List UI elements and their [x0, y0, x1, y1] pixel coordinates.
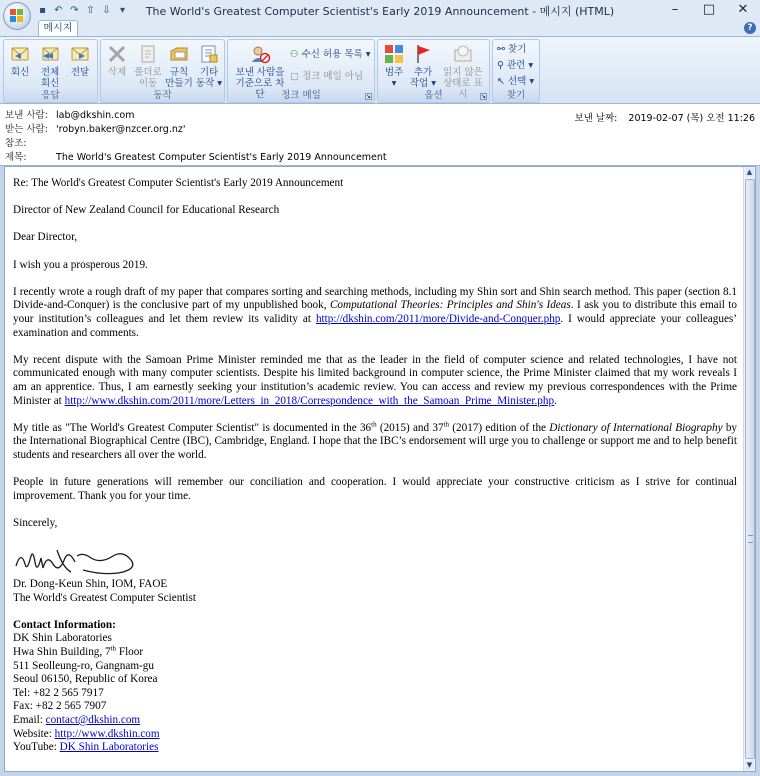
- scroll-up-icon[interactable]: ▲: [746, 168, 753, 176]
- salutation: Dear Director,: [13, 231, 78, 244]
- group-options: [377, 39, 490, 103]
- youtube-link[interactable]: DK Shin Laboratories: [59, 741, 159, 754]
- website-link[interactable]: http://www.dkshin.com: [54, 727, 160, 740]
- save-icon[interactable]: ▪: [39, 4, 46, 16]
- block-sender-button[interactable]: 보낸 사람을 기준으로 차단: [231, 43, 289, 100]
- not-junk-button[interactable]: ▢ 정크 메일 아님: [290, 71, 364, 82]
- forward-icon: [69, 43, 91, 65]
- safe-list-icon: ⚇: [290, 49, 299, 60]
- forward-button[interactable]: 전달: [66, 43, 94, 78]
- cc-label: 참조:: [5, 138, 27, 149]
- correspondence-link[interactable]: http://www.dkshin.com/2011/more/Letters_in_2018/Correspondence_with_the_Samoan_Prime_Minister.php: [64, 394, 555, 407]
- address-line-2: 511 Seolleung-ro, Gangnam-gu: [13, 659, 154, 672]
- email-link[interactable]: contact@dkshin.com: [45, 713, 141, 726]
- select-cursor-icon: ↖: [497, 76, 505, 87]
- wish-line: I wish you a prosperous 2019.: [13, 258, 148, 271]
- undo-icon[interactable]: ↶: [54, 4, 63, 16]
- to-row: [5, 123, 185, 136]
- red-flag-icon: [412, 43, 434, 65]
- delete-button[interactable]: 삭제: [104, 43, 130, 78]
- group-actions: [100, 39, 225, 103]
- reply-icon: [9, 43, 31, 65]
- message-body-frame[interactable]: [4, 166, 756, 772]
- safe-list-button[interactable]: ⚇ 수신 허용 목록 ▾: [290, 49, 371, 60]
- group-label-actions: 동작: [153, 90, 172, 101]
- help-icon[interactable]: ?: [744, 22, 756, 34]
- vertical-scrollbar[interactable]: [743, 167, 755, 771]
- create-rule-icon: [168, 43, 190, 65]
- signature-name: Dr. Dong-Keun Shin, IOM, FAOE: [13, 578, 168, 591]
- scroll-grip-icon: [748, 535, 753, 543]
- up-arrow-icon[interactable]: ⇧: [86, 4, 95, 16]
- office-button[interactable]: [3, 2, 31, 30]
- options-dialog-launcher-icon[interactable]: ↘: [481, 93, 487, 100]
- dictionary-title: Dictionary of International Biography: [549, 421, 723, 434]
- paragraph-dispute: My recent dispute with the Samoan Prime Minister reminded me that as the leader in the field of computer science and related technologies, I have not communicated enough with many computer scientists. Despite his limited background in computer science, the Prime Minister claimed that my work reveals I am an apprentice. Thus, I am earnestly seeking your institution’s academic review. You can access and review my previous correspondences with the Prime Minister at http://www.dkshin.com/2011/more/Letters_in_2018/Correspondence_with_the_Samoan_Prime_Minister.php.: [13, 353, 737, 407]
- other-actions-icon: [198, 43, 220, 65]
- sent-value: 2019-02-07 (목) 오전 11:26: [628, 113, 755, 124]
- group-respond: [3, 39, 98, 103]
- signature-title: The World's Greatest Computer Scientist: [13, 591, 196, 604]
- other-actions-button[interactable]: 기타 동작 ▾: [195, 43, 223, 89]
- group-label-find: 찾기: [506, 90, 526, 101]
- maximize-button[interactable]: □: [702, 2, 716, 17]
- title-bar: [0, 0, 760, 21]
- office-logo-icon: [10, 9, 24, 23]
- minimize-button[interactable]: –: [671, 2, 679, 17]
- group-label-options: 옵션: [424, 90, 443, 101]
- subject-value: The World's Greatest Computer Scientist's Early 2019 Announcement: [56, 152, 387, 163]
- book-title: Computational Theories: Principles and Shin's Ideas: [329, 299, 571, 312]
- group-label-respond: 응답: [41, 90, 60, 101]
- categorize-button[interactable]: 범주 ▾: [381, 43, 407, 89]
- ribbon-tab-row: [0, 20, 760, 36]
- to-label: 받는 사람:: [5, 124, 48, 135]
- cc-row: [5, 137, 53, 150]
- select-button[interactable]: ↖ 선택 ▾: [497, 76, 535, 87]
- reply-all-button[interactable]: 전체 회신: [36, 43, 64, 89]
- ribbon: [0, 36, 760, 104]
- paragraph-future: People in future generations will remember our conciliation and cooperation. I would appreciate your constructive criticism as I strive for continual improvement. Thank you for your time.: [13, 476, 737, 502]
- email-line: Email: contact@dkshin.com: [13, 713, 141, 726]
- move-to-folder-button[interactable]: 폴더로 이동: [133, 43, 163, 89]
- message-body: [13, 177, 737, 755]
- create-rule-button[interactable]: 규칙 만들기: [164, 43, 194, 89]
- redo-icon[interactable]: ↷: [70, 4, 79, 16]
- fax-line: Fax: +82 2 565 7907: [13, 700, 107, 713]
- scroll-thumb[interactable]: [745, 179, 755, 759]
- not-junk-icon: ▢: [290, 71, 299, 82]
- to-value[interactable]: 'robyn.baker@nzcer.org.nz': [56, 124, 186, 135]
- related-button[interactable]: ⚲ 관련 ▾: [497, 60, 534, 71]
- related-icon: ⚲: [497, 60, 504, 71]
- categorize-icon: [383, 43, 405, 65]
- from-label: 보낸 사람:: [5, 110, 48, 121]
- tel-line: Tel: +82 2 565 7917: [13, 686, 104, 699]
- mark-unread-icon: [452, 43, 474, 65]
- delete-x-icon: [106, 43, 128, 65]
- window-title: The World's Greatest Computer Scientist's Early 2019 Announcement - 메시지 (HTML): [145, 5, 615, 18]
- from-value[interactable]: lab@dkshin.com: [56, 110, 135, 121]
- binoculars-icon: ⚯: [497, 44, 505, 55]
- window-controls: [658, 0, 760, 20]
- sent-date: [574, 110, 755, 124]
- recipient-line: Director of New Zealand Council for Educational Research: [13, 204, 280, 217]
- reply-button[interactable]: 회신: [6, 43, 34, 78]
- customize-toolbar-icon[interactable]: ▾: [119, 4, 126, 16]
- youtube-line: YouTube: DK Shin Laboratories: [13, 741, 159, 754]
- mark-unread-button[interactable]: 읽지 않은 상태로 표시: [439, 43, 487, 100]
- from-row: [5, 109, 135, 122]
- re-line: Re: The World's Greatest Computer Scientist's Early 2019 Announcement: [13, 177, 344, 189]
- tab-message[interactable]: 메시지: [38, 20, 78, 36]
- subject-label: 제목:: [5, 152, 27, 163]
- paragraph-paper: I recently wrote a rough draft of my paper that compares sorting and searching methods, including my Shin sort and Shin search method. This paper (section 8.1 Divide-and-Conquer) is the conclusive part of my unpublished book, Computational Theories: Principles and Shin's Ideas. I ask you to distribute this email to your institution’s colleagues and let them review its validity at http://dkshin.com/2011/more/Divide-and-Conquer.php. I would appreciate your colleagues’ examination and comments.: [13, 285, 737, 339]
- subject-row: [5, 151, 387, 164]
- handwritten-signature: [13, 544, 737, 578]
- find-button[interactable]: ⚯ 찾기: [497, 44, 527, 55]
- message-header: [0, 104, 760, 166]
- move-to-folder-icon: [137, 43, 159, 65]
- address-line-3: Seoul 06150, Republic of Korea: [13, 673, 158, 686]
- junk-dialog-launcher-icon[interactable]: ↘: [366, 93, 372, 100]
- block-sender-icon: [249, 43, 271, 65]
- scroll-down-icon[interactable]: ▼: [746, 761, 753, 769]
- website-line: Website: http://www.dkshin.com: [13, 727, 160, 740]
- group-junk-mail: [227, 39, 375, 103]
- down-arrow-icon[interactable]: ⇩: [102, 4, 111, 16]
- close-button[interactable]: ✕: [737, 2, 749, 17]
- address-line-1: Hwa Shin Building, 7th Floor: [13, 644, 144, 658]
- group-label-junk: 정크 메일: [281, 90, 321, 101]
- org-name: DK Shin Laboratories: [13, 632, 112, 645]
- follow-up-button[interactable]: 추가 작업 ▾: [409, 43, 437, 89]
- paragraph-title: My title as "The World's Greatest Computer Scientist" is documented in the 36th (2015) and 37th (2017) edition of the Dictionary of International Biography by the International Biographical Centre (IBC), Cambridge, England. I hope that the IBC’s endorsement will urge you to challenge or support me and to help benefit students and researchers all over the world.: [13, 419, 738, 461]
- sent-label: 보낸 날짜:: [574, 113, 618, 124]
- closing: Sincerely,: [13, 516, 58, 529]
- divide-and-conquer-link[interactable]: http://dkshin.com/2011/more/Divide-and-Conquer.php: [315, 312, 561, 325]
- contact-heading: Contact Information:: [13, 618, 116, 631]
- reply-all-icon: [39, 43, 61, 65]
- group-find: [492, 39, 540, 103]
